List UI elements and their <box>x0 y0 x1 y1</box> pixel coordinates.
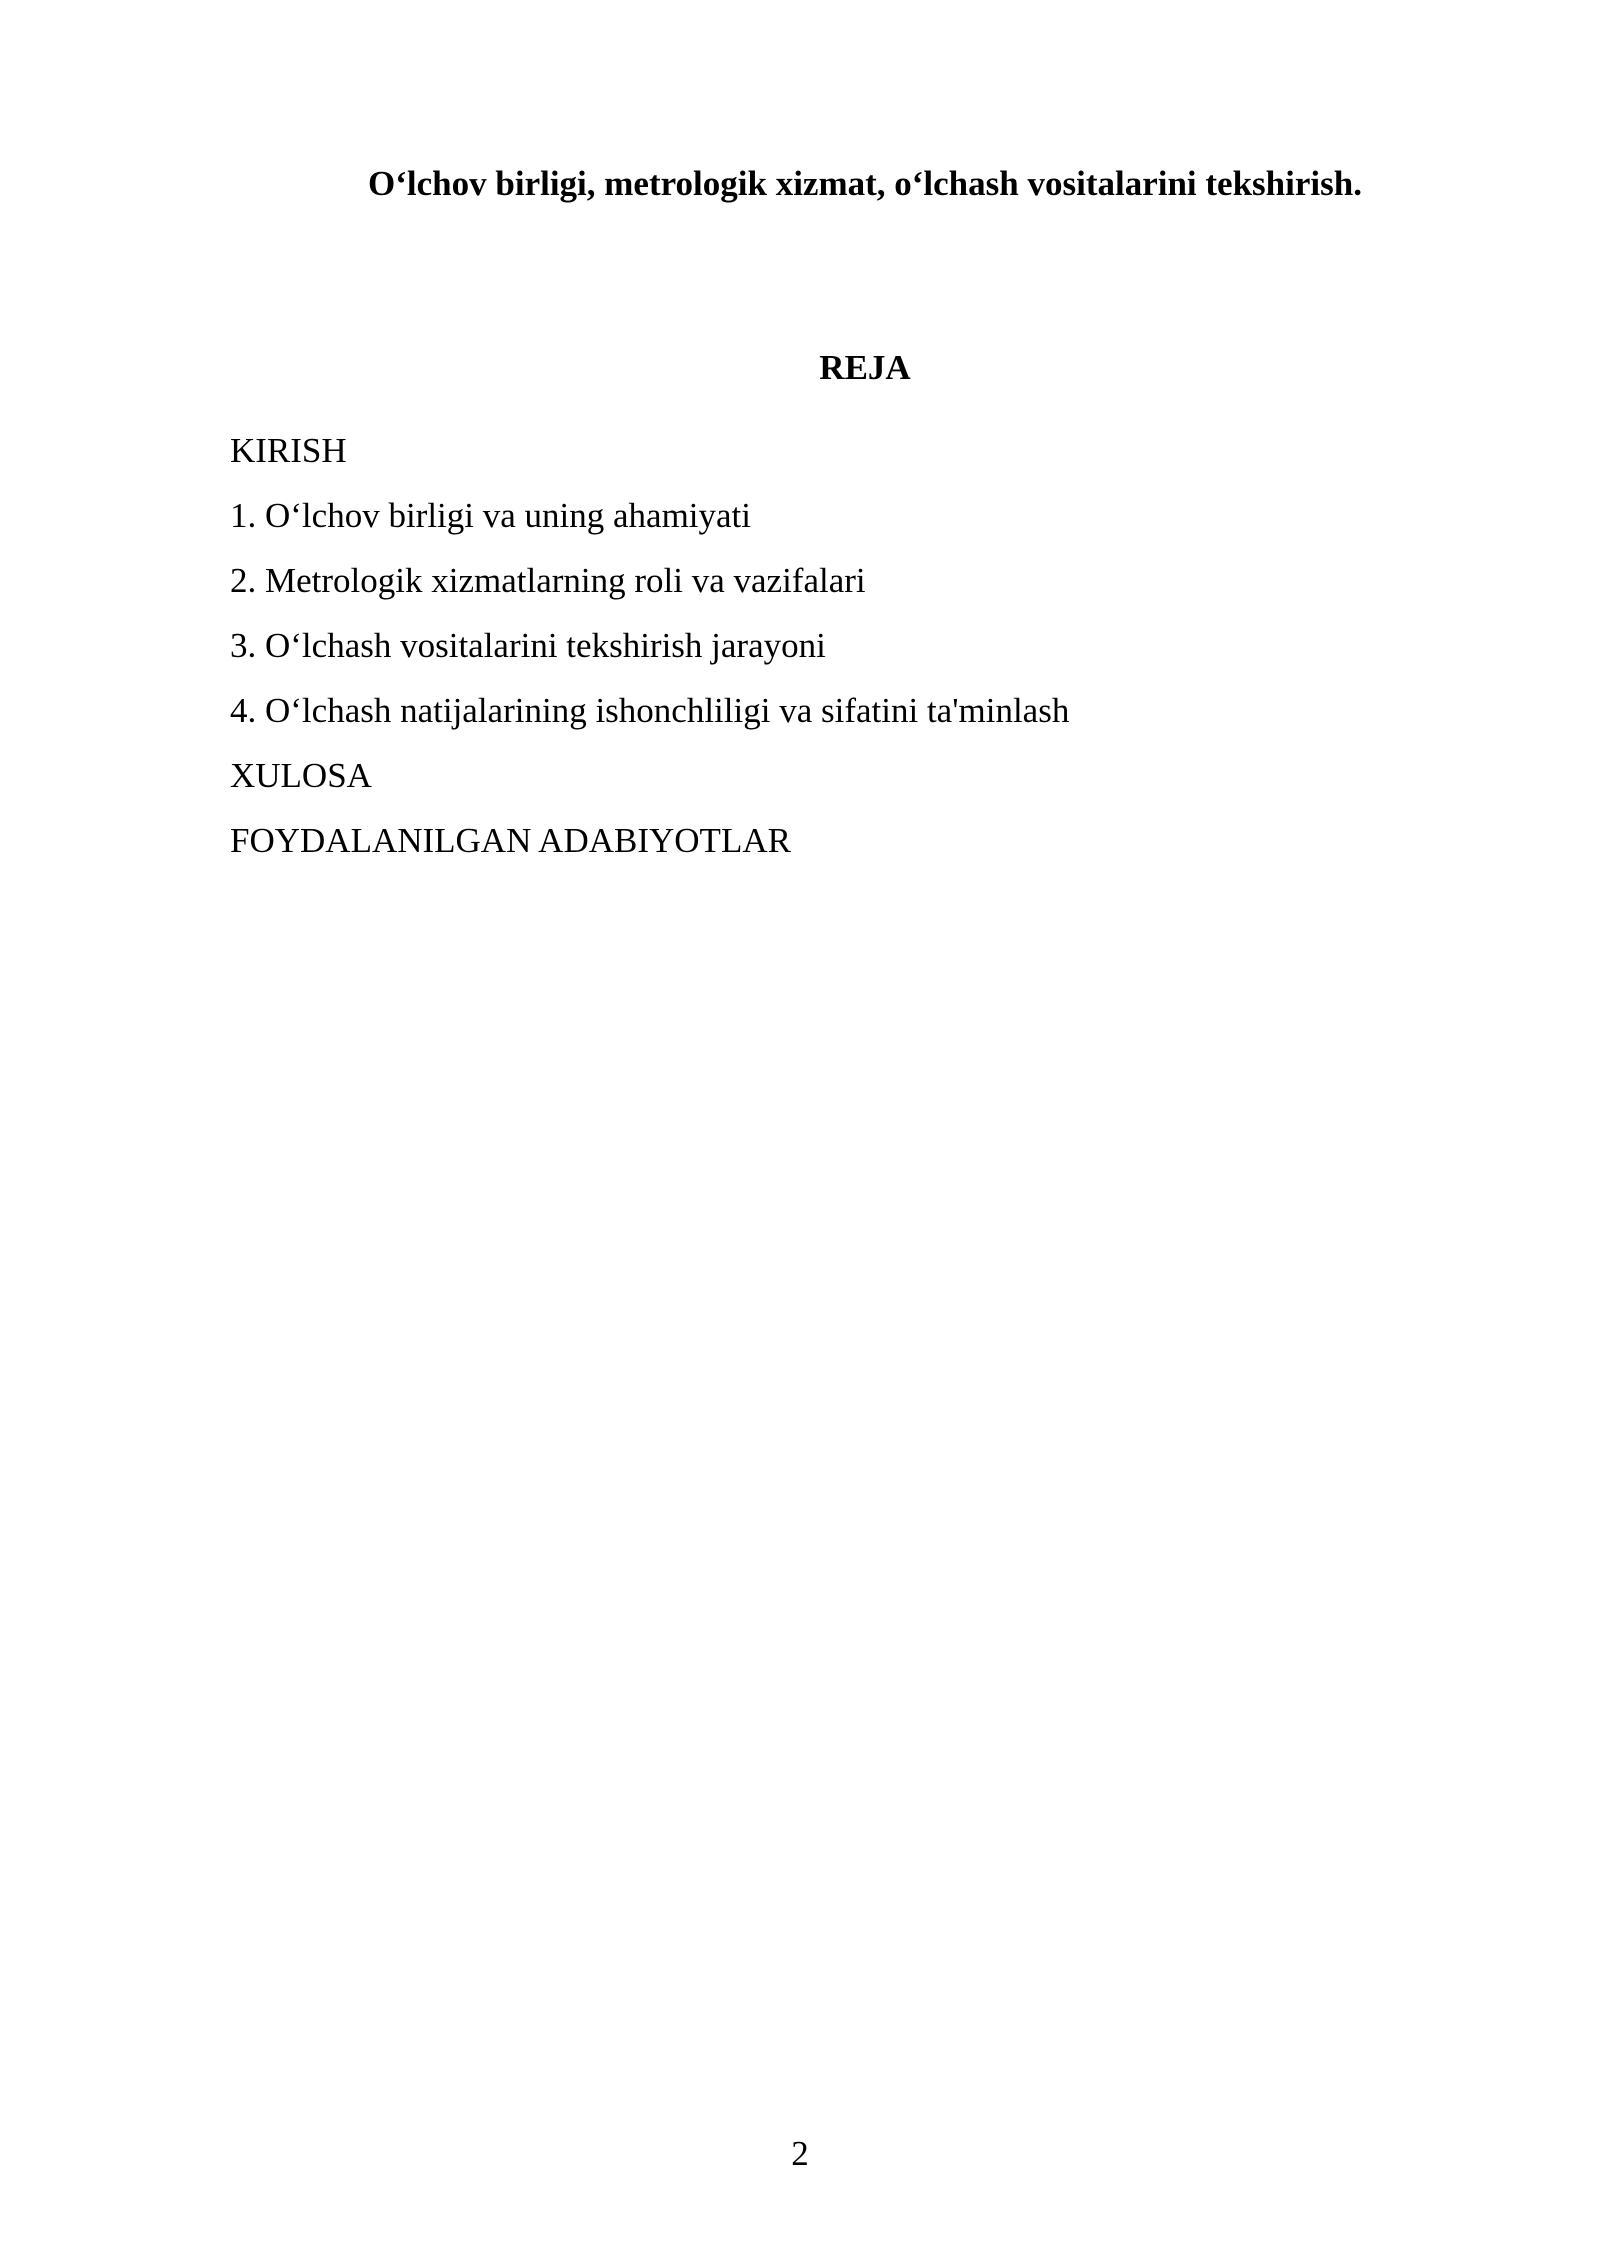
plan-item-2: 2. Metrologik xizmatlarning roli va vazifalari <box>230 561 866 600</box>
plan-heading: REJA <box>819 348 911 387</box>
plan-item-4: 4. O‘lchash natijalarining ishonchliligi va sifatini ta'minlash <box>230 691 1070 730</box>
plan-item-3: 3. O‘lchash vositalarini tekshirish jarayoni <box>230 626 826 665</box>
plan-item-references: FOYDALANILGAN ADABIYOTLAR <box>230 821 791 860</box>
plan-item-1: 1. O‘lchov birligi va uning ahamiyati <box>230 496 752 535</box>
plan-list <box>230 418 1069 873</box>
plan-item-conclusion: XULOSA <box>230 756 372 795</box>
document-title: O‘lchov birligi, metrologik xizmat, o‘lchash vositalarini tekshirish. <box>368 164 1362 203</box>
page-number: 2 <box>791 2134 809 2173</box>
plan-item-introduction: KIRISH <box>230 431 347 470</box>
